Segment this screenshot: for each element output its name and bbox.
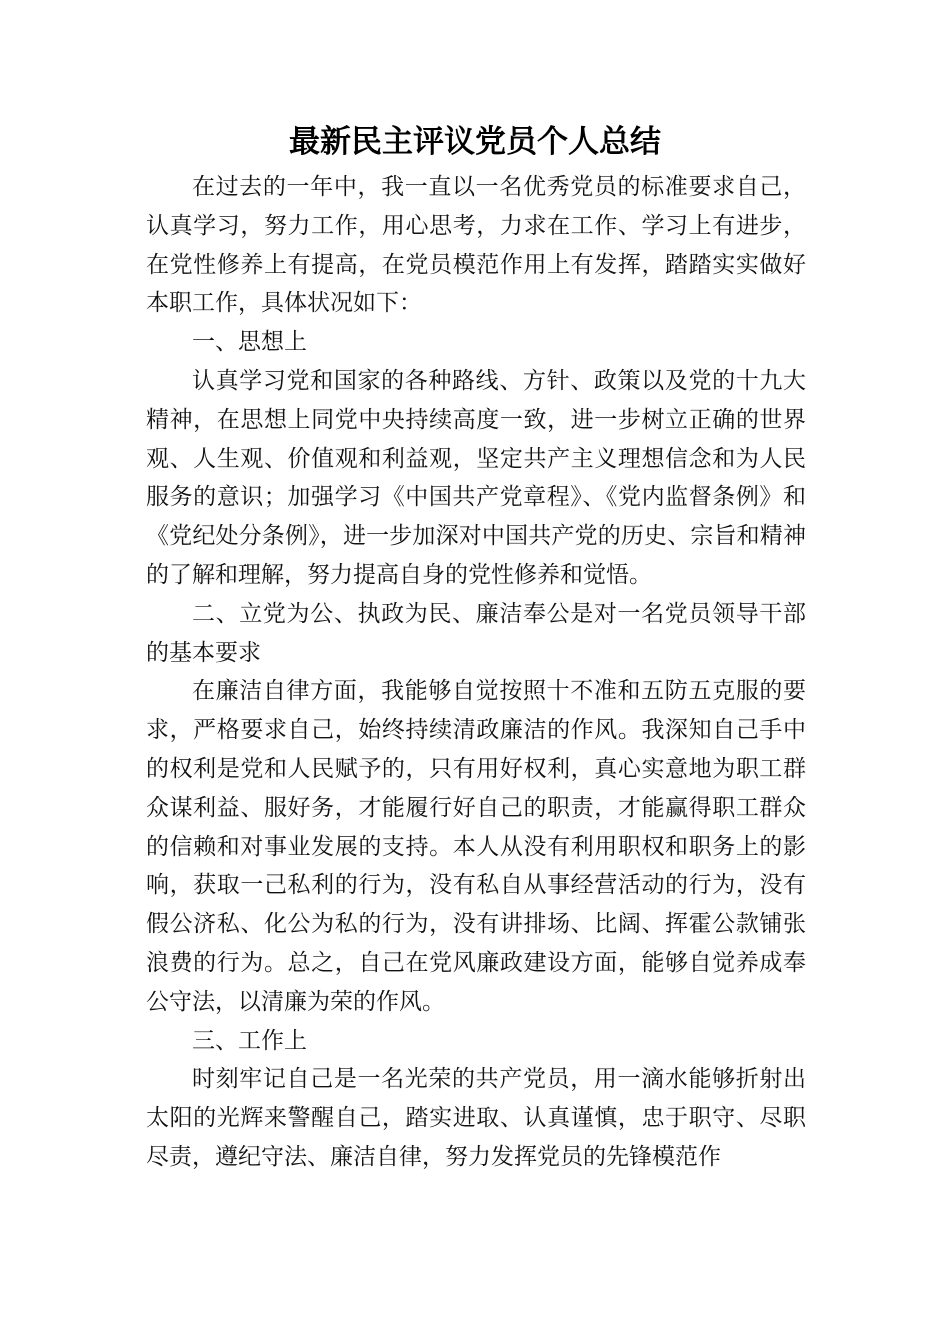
document-title: 最新民主评议党员个人总结 [289, 124, 661, 160]
paragraph-thought: 认真学习党和国家的各种路线、方针、政策以及党的十九大精神，在思想上同党中央持续高度一致，进一步树立正确的世界观、人生观、价值观和利益观，坚定共产主义理想信念和为人民服务的意识；加强学习《中国共产党章程》、《党内监督条例》和《党纪处分条例》，进一步加深对中国共产党的历史、宗旨和精神的了解和理解，努力提高自身的党性修养和觉悟。 [146, 367, 806, 588]
section-heading-work: 三、工作上 [192, 1027, 307, 1054]
paragraph-integrity: 在廉洁自律方面，我能够自觉按照十不准和五防五克服的要求，严格要求自己，始终持续清政廉洁的作风。我深知自己手中的权利是党和人民赋予的，只有用好权利，真心实意地为职工群众谋利益、服好务，才能履行好自己的职责，才能赢得职工群众的信赖和对事业发展的支持。本人从没有利用职权和职务上的影响，获取一己私利的行为，没有私自从事经营活动的行为，没有假公济私、化公为私的行为，没有讲排场、比阔、挥霍公款铺张浪费的行为。总之，自己在党风廉政建设方面，能够自觉养成奉公守法，以清廉为荣的作风。 [146, 678, 806, 1015]
paragraph-intro: 在过去的一年中，我一直以一名优秀党员的标准要求自己，认真学习，努力工作，用心思考，力求在工作、学习上有进步，在党性修养上有提高，在党员模范作用上有发挥，踏踏实实做好本职工作，具体状况如下： [146, 174, 806, 317]
document-body [146, 168, 806, 1177]
section-heading-thought: 一、思想上 [192, 329, 307, 356]
paragraph-work: 时刻牢记自己是一名光荣的共产党员，用一滴水能够折射出太阳的光辉来警醒自己，踏实进取、认真谨慎，忠于职守、尽职尽责，遵纪守法、廉洁自律，努力发挥党员的先锋模范作 [146, 1066, 806, 1170]
section-heading-integrity: 二、立党为公、执政为民、廉洁奉公是对一名党员领导干部的基本要求 [146, 600, 806, 666]
